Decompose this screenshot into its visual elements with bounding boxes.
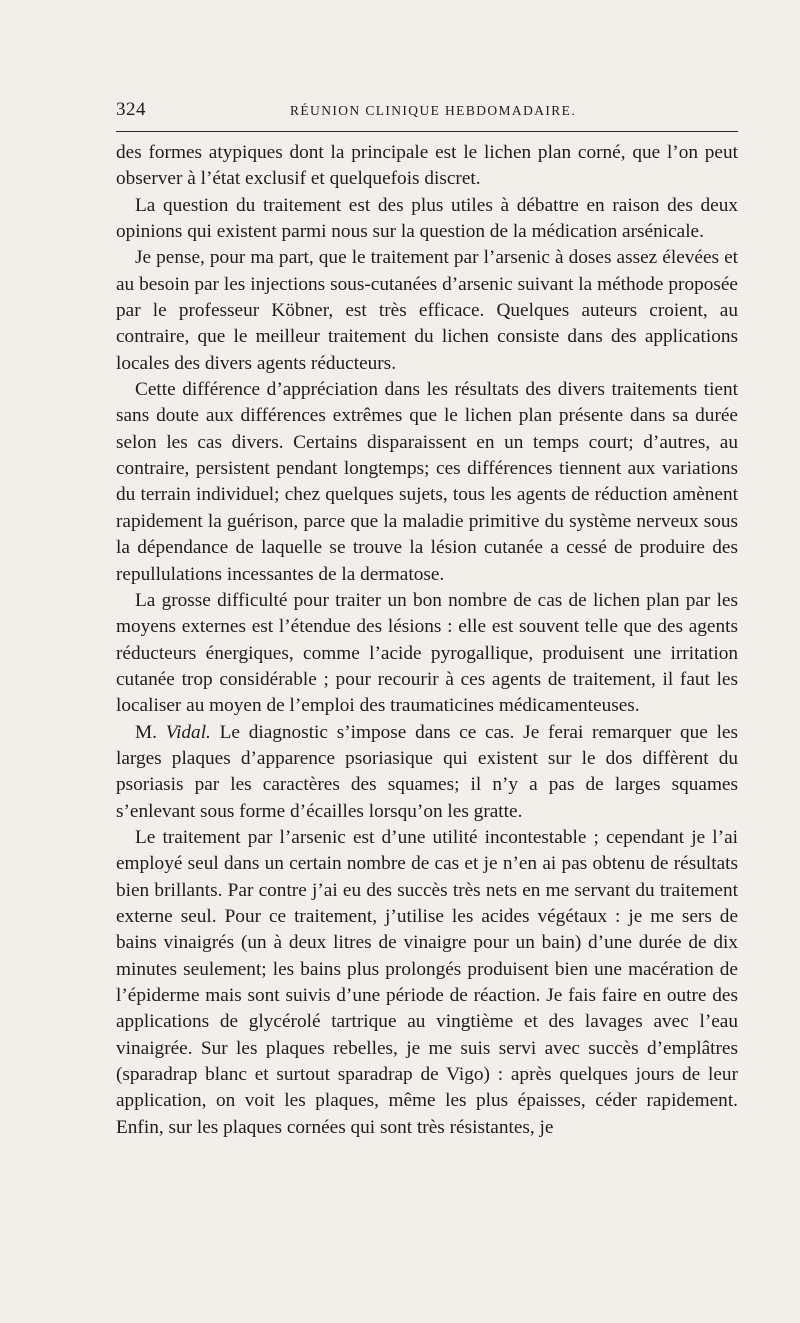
body-text (116, 140, 738, 1141)
speaker-prefix: M. (135, 721, 157, 743)
paragraph-vidal (116, 720, 738, 825)
speaker-name: Vidal. (165, 721, 211, 743)
paragraph-arsenic-opinion: Je pense, pour ma part, que le traitement par l’arsenic à doses assez élevées et au besoin par les injections sous-cutanées d’arsenic suivant la méthode proposée par le professeur Köbner, est très efficace. Quelques auteurs croient, au contraire, que le meilleur traitement du lichen consiste dans des applications locales des divers agents réducteurs. (116, 247, 738, 374)
header-rule (116, 131, 738, 132)
page-number: 324 (116, 99, 146, 120)
paragraph-treatment-question: La question du traitement est des plus utiles à débattre en raison des deux opinions qui existent parmi nous sur la question de la médication arsénicale. (116, 194, 738, 243)
paragraph-appreciation: Cette différence d’appréciation dans les résultats des divers traitements tient sans doute aux différences extrêmes que le lichen plan présente dans sa durée selon les cas divers. Certains disparaissent en un temps court; d’autres, au contraire, persistent pendant longtemps; ces différences tiennent aux variations du terrain individuel; chez quelques sujets, tous les agents de réduction amènent rapidement la guérison, parce que la maladie primitive du système nerveux sous la dépendance de laquelle se trouve la lésion cutanée a cessé de produire des repullulations incessantes de la dermatose. (116, 379, 738, 585)
paragraph-arsenic-treatment: Le traitement par l’arsenic est d’une utilité incontestable ; cependant je l’ai employé seul dans un certain nombre de cas et je n’en ai pas obtenu de résultats bien brillants. Par contre j’ai eu des succès très nets en me servant du traitement externe seul. Pour ce traitement, j’utilise les acides végétaux : je me sers de bains vinaigrés (un à deux litres de vinaigre pour un bain) d’une durée de dix minutes seulement; les bains plus prolongés produisent bien une macération de l’épiderme mais sont suivis d’une période de réaction. Je fais faire en outre des applications de glycérolé tartrique au vingtième et des lavages avec l’eau vinaigrée. Sur les plaques rebelles, je me suis servi avec succès d’emplâtres (sparadrap blanc et surtout sparadrap de Vigo) : après quelques jours de leur application, on voit les plaques, même les plus épaisses, céder rapidement. Enfin, sur les plaques cornées qui sont très résistantes, je (116, 826, 738, 1138)
running-title: RÉUNION CLINIQUE HEBDOMADAIRE. (290, 103, 577, 118)
paragraph-difficulty: La grosse difficulté pour traiter un bon nombre de cas de lichen plan par les moyens externes est l’étendue des lésions : elle est souvent telle que des agents réducteurs énergiques, comme l’acide pyrogallique, produisent une irritation cutanée trop considérable ; pour recourir à ces agents de traitement, il faut les localiser au moyen de l’emploi des traumaticines médicamenteuses. (116, 589, 738, 717)
page-header (116, 99, 738, 123)
paragraph-continuation: des formes atypiques dont la principale est le lichen plan corné, que l’on peut observer à l’état exclusif et quelquefois discret. (116, 142, 738, 190)
vidal-text: Le diagnostic s’impose dans ce cas. Je ferai remarquer que les larges plaques d’apparence psoriasique qui existent sur le dos diffèrent du psoriasis par les caractères des squames; il n’y a pas de larges squames s’enlevant sous forme d’écailles lorsqu’on les gratte. (116, 721, 738, 822)
